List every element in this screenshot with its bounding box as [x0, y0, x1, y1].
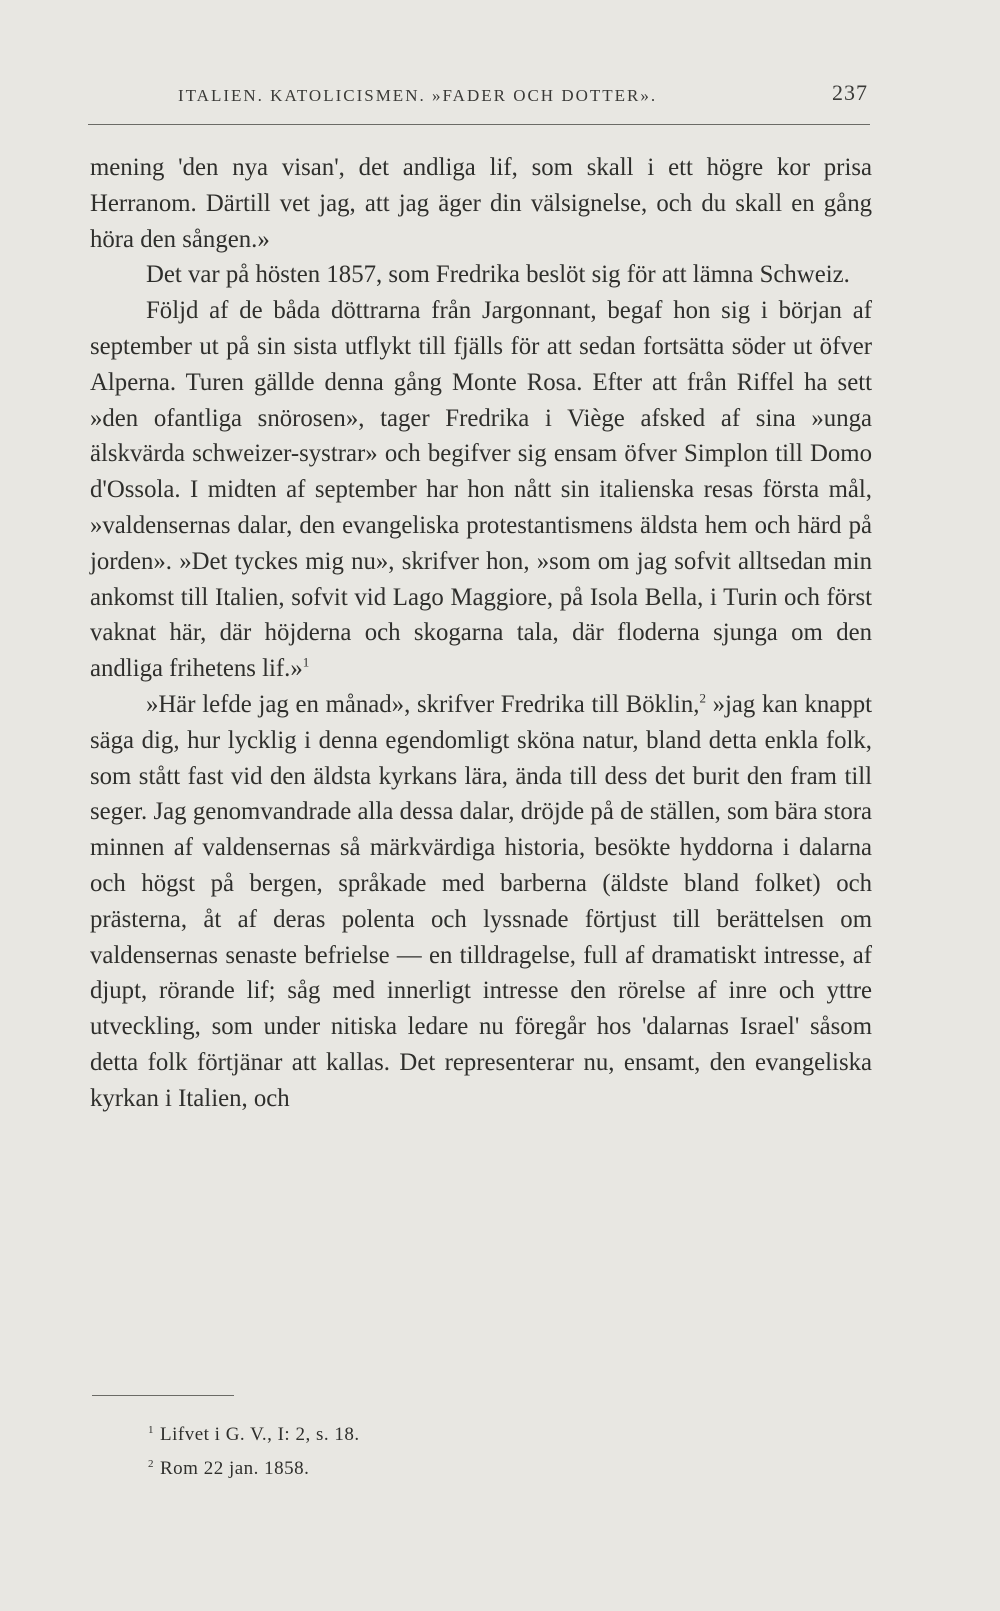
- paragraph-text: Följd af de båda döttrarna från Jargonnant, begaf hon sig i början af september ut på sin sista utflykt till fjälls för att sedan fortsätta söder ut öfver Alperna. Turen gällde denna gång Monte Rosa. Efter att från Riffel ha sett »den ofantliga snörosen», tager Fredrika i Viège afsked af sina »unga älskvärda schweizer-systrar» och begifver sig ensam öfver Simplon till Domo d'Ossola. I midten af september har hon nått sin italienska resas första mål, »valdensernas dalar, den evangeliska protestantismens äldsta hem och härd på jorden». »Det tyckes mig nu», skrifver hon, »som om jag sofvit alltsedan min ankomst till Italien, sofvit vid Lago Maggiore, på Isola Bella, i Turin och först vaknat här, där höjderna och skogarna tala, där floderna sjunga om den andliga frihetens lif.»: [90, 297, 872, 683]
- footnote: [148, 1418, 360, 1452]
- footnote-ref: 2: [699, 690, 706, 706]
- paragraph-text: »Här lefde jag en månad», skrifver Fredrika till Böklin,: [146, 690, 700, 718]
- footnotes: [148, 1418, 360, 1486]
- footnote: [148, 1452, 360, 1486]
- paragraph: [90, 293, 872, 687]
- footnote-rule: [92, 1395, 234, 1396]
- paragraph: [90, 687, 872, 1117]
- page-number: 237: [832, 80, 868, 105]
- footnote-mark: 1: [148, 1423, 154, 1436]
- paragraph-text: »jag kan knappt säga dig, hur lycklig i denna egendomligt sköna natur, bland detta enkla folk, som stått fast vid den äldsta kyrkans lära, ända till dess det burit den fram till seger. Jag genomvandrade alla dessa dalar, dröjde på de ställen, som bära stora minnen af valdensernas så märkvärdiga historia, besökte hyddorna i dalarna och högst på bergen, språkade med barberna (äldste bland folket) och prästerna, åt af deras polenta och lyssnade förtjust till berättelsen om valdensernas senaste befrielse — en tilldragelse, full af dramatiskt intresse, af djupt, rörande lif; såg med innerligt intresse den rörelse af inre och yttre utveckling, som under nitiska ledare nu föregår hos 'dalarnas Israel' såsom detta folk förtjänar att kallas. Det representerar nu, ensamt, den evangeliska kyrkan i Italien, och: [90, 690, 872, 1112]
- footnote-text: Rom 22 jan. 1858.: [160, 1458, 310, 1479]
- paragraph: Det var på hösten 1857, som Fredrika beslöt sig för att lämna Schweiz.: [146, 261, 850, 289]
- running-head: [178, 80, 868, 110]
- footnote-mark: 2: [148, 1457, 154, 1470]
- paragraph-continued: mening 'den nya visan', det andliga lif, som skall i ett högre kor prisa Herranom. Därtill vet jag, att jag äger din välsignelse, och du skall en gång höra den sången.»: [90, 154, 872, 253]
- body-text: [90, 150, 872, 1117]
- footnote-text: Lifvet i G. V., I: 2, s. 18.: [160, 1424, 360, 1445]
- header-rule: [88, 124, 870, 125]
- footnote-ref: 1: [302, 654, 310, 670]
- running-title: ITALIEN. KATOLICISMEN. »FADER OCH DOTTER».: [178, 86, 658, 105]
